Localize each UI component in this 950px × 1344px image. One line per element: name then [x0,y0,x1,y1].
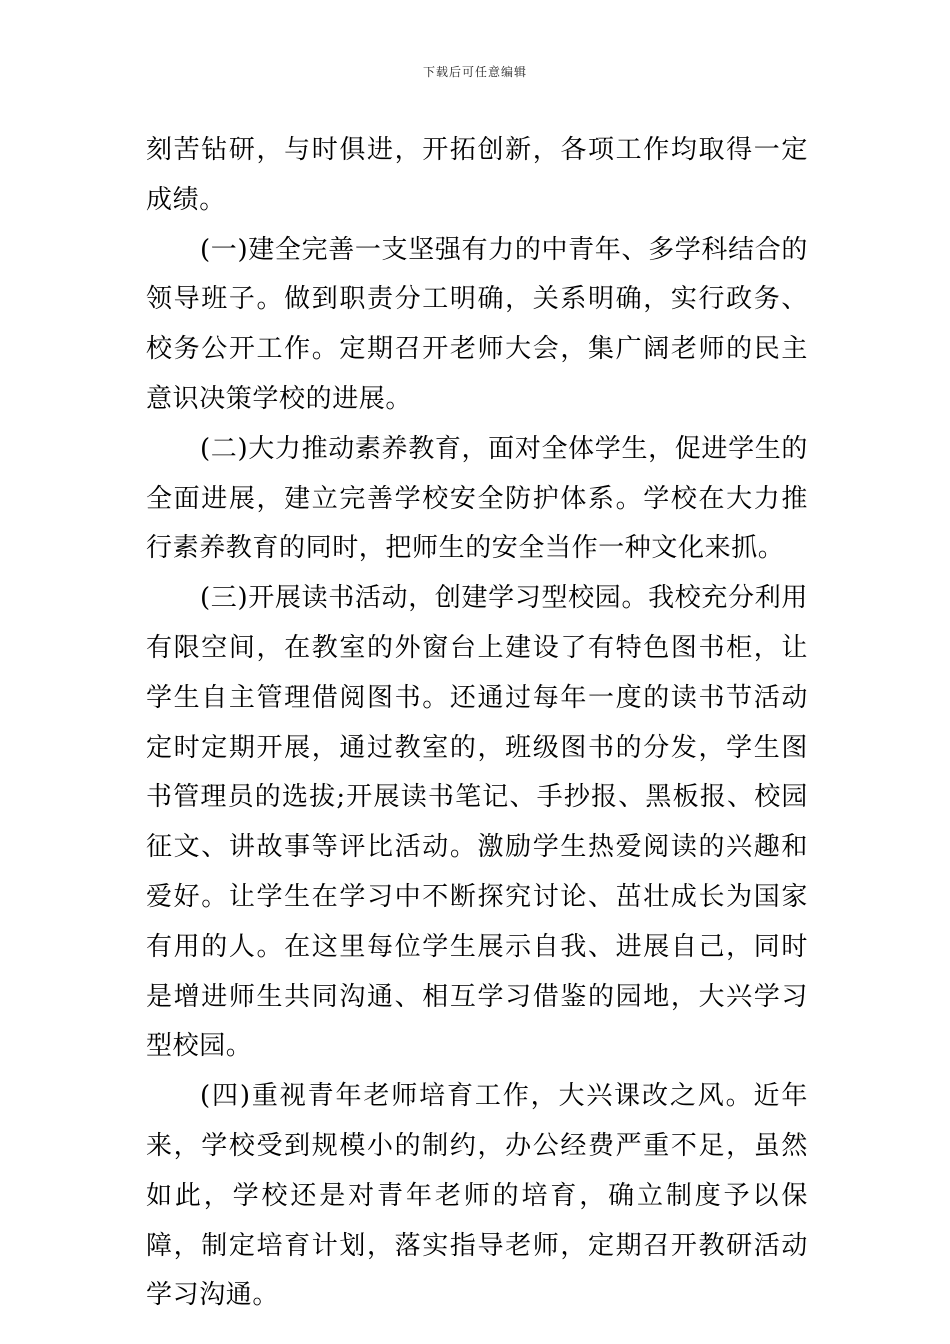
paragraph-section-2: (二)大力推动素养教育，面对全体学生，促进学生的全面进展，建立完善学校安全防护体系。学校在大力推行素养教育的同时，把师生的安全当作一种文化来抓。 [146,433,808,564]
paragraph-section-3: (三)开展读书活动，创建学习型校园。我校充分利用有限空间，在教室的外窗台上建设了有特色图书柜，让学生自主管理借阅图书。还通过每年一度的读书节活动定时定期开展，通过教室的，班级图书的分发，学生图书管理员的选拔;开展读书笔记、手抄报、黑板报、校园征文、讲故事等评比活动。激励学生热爱阅读的兴趣和爱好。让学生在学习中不断探究讨论、茁壮成长为国家有用的人。在这里每位学生展示自我、进展自己，同时是增进师生共同沟通、相互学习借鉴的园地，大兴学习型校园。 [146,583,808,1062]
document-body [146,126,808,1321]
paragraph-section-4: (四)重视青年老师培育工作，大兴课改之风。近年来，学校受到规模小的制约，办公经费严重不足，虽然如此，学校还是对青年老师的培育，确立制度予以保障，制定培育计划，落实指导老师，定期召开教研活动学习沟通。 [146,1081,808,1311]
paragraph-section-1: (一)建全完善一支坚强有力的中青年、多学科结合的领导班子。做到职责分工明确，关系明确，实行政务、校务公开工作。定期召开老师大会，集广阔老师的民主意识决策学校的进展。 [146,234,808,414]
paragraph-continuation: 刻苦钻研，与时俱进，开拓创新，各项工作均取得一定成绩。 [146,135,808,215]
page-header: 下载后可任意编辑 [422,65,527,79]
